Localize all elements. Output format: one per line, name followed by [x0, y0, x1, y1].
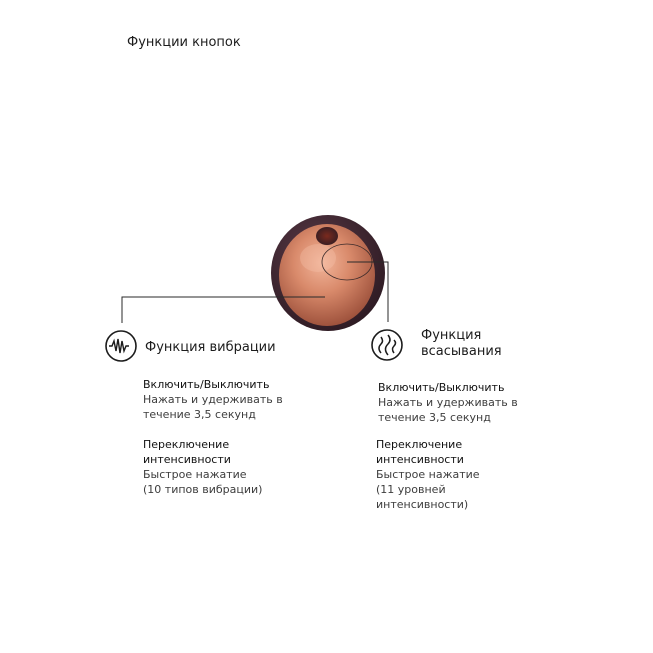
suction-heading-line-2: всасывания	[421, 344, 502, 359]
vibration-switch-desc-2: (10 типов вибрации)	[143, 483, 263, 496]
suction-flame-icon	[372, 330, 402, 360]
suction-onoff-desc-1: Нажать и удерживать в	[378, 396, 518, 409]
vibration-switch-title-2: интенсивности	[143, 453, 231, 466]
suction-onoff-block	[378, 380, 518, 425]
suction-switch-desc-3: интенсивности)	[376, 498, 469, 511]
page-title: Функции кнопок	[127, 35, 241, 50]
suction-switch-desc-2: (11 уровней	[376, 483, 446, 496]
suction-switch-block	[376, 437, 480, 512]
vibration-onoff-desc-1: Нажать и удерживать в	[143, 393, 283, 406]
vibration-switch-desc-1: Быстрое нажатие	[143, 468, 247, 481]
suction-switch-title-1: Переключение	[376, 438, 463, 451]
vibration-switch-block	[143, 437, 262, 497]
button-top-dot	[316, 227, 338, 245]
suction-switch-desc-1: Быстрое нажатие	[376, 468, 480, 481]
suction-heading-line-1: Функция	[421, 328, 482, 343]
vibration-switch-title-1: Переключение	[143, 438, 230, 451]
vibration-wave-icon	[106, 331, 136, 361]
vibration-onoff-desc-2: течение 3,5 секунд	[143, 408, 256, 421]
suction-onoff-desc-2: течение 3,5 секунд	[378, 411, 491, 424]
suction-switch-title-2: интенсивности	[376, 453, 464, 466]
vibration-onoff-block	[143, 377, 283, 422]
suction-heading	[421, 328, 502, 360]
vibration-onoff-title: Включить/Выключить	[143, 378, 270, 391]
vibration-heading: Функция вибрации	[145, 340, 276, 355]
suction-onoff-title: Включить/Выключить	[378, 381, 505, 394]
